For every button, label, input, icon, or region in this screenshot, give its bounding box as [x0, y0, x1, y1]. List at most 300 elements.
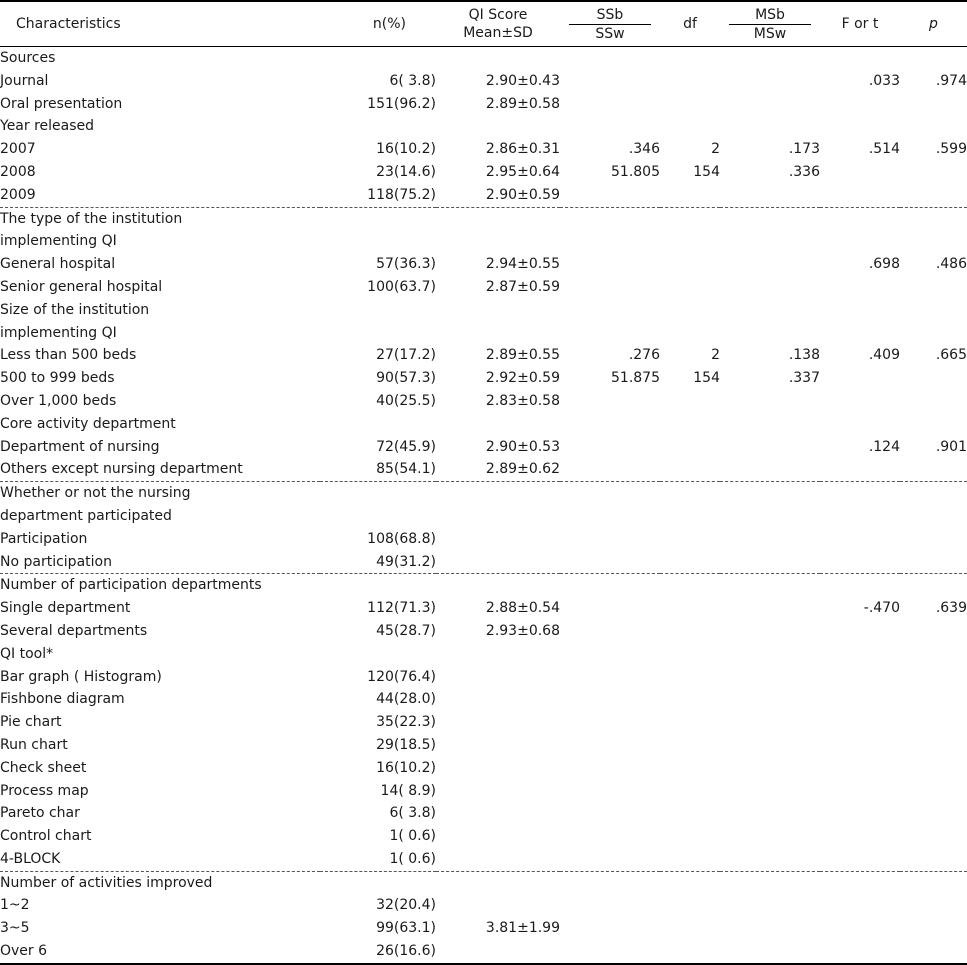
row-mean-sd: [436, 207, 560, 230]
header-ss: [560, 1, 660, 47]
row-df: [660, 93, 720, 116]
row-p: [900, 299, 967, 322]
row-mean-sd: [436, 825, 560, 848]
row-ss: [560, 93, 660, 116]
row-n-pct: [320, 47, 436, 70]
row-ms: [720, 93, 820, 116]
row-label: Process map: [0, 782, 89, 799]
row-label: 2008: [0, 163, 36, 180]
table-row: [0, 322, 967, 345]
row-mean-sd: [436, 482, 560, 505]
row-p: .599: [935, 141, 967, 158]
row-n-pct: 108(68.8): [367, 530, 436, 547]
header-qi-score: [436, 1, 560, 47]
row-ss: [560, 505, 660, 528]
header-f-or-t: F or t: [820, 1, 900, 47]
row-ms: [720, 688, 820, 711]
row-f-or-t: [820, 643, 900, 666]
table-row: [0, 93, 967, 116]
row-f-or-t: [820, 894, 900, 917]
row-f-or-t: [820, 299, 900, 322]
header-qi-score-label: QI Score: [468, 7, 528, 23]
table-row: [0, 940, 967, 964]
row-f-or-t: [820, 93, 900, 116]
row-ms: [720, 505, 820, 528]
row-ms: [720, 528, 820, 551]
row-ms: [720, 413, 820, 436]
row-df: [660, 551, 720, 574]
row-label: implementing QI: [0, 233, 117, 250]
row-df: [660, 207, 720, 230]
row-f-or-t: [820, 161, 900, 184]
row-mean-sd: 2.90±0.59: [485, 186, 560, 203]
header-n-pct: [320, 1, 436, 47]
row-n-pct: 1( 0.6): [389, 850, 436, 867]
row-f-or-t: [820, 802, 900, 825]
row-label: Fishbone diagram: [0, 691, 125, 708]
row-ss: [560, 115, 660, 138]
row-ss: [560, 734, 660, 757]
row-p: [900, 940, 967, 964]
row-mean-sd: [436, 528, 560, 551]
row-label: Senior general hospital: [0, 278, 163, 295]
table-row: [0, 344, 967, 367]
table-row: [0, 161, 967, 184]
row-label: 2009: [0, 186, 36, 203]
row-label: Control chart: [0, 828, 92, 845]
row-mean-sd: 2.94±0.55: [485, 256, 560, 273]
row-mean-sd: [436, 688, 560, 711]
table-row: [0, 253, 967, 276]
row-ss: [560, 848, 660, 871]
row-label: Journal: [0, 72, 49, 89]
row-label: No participation: [0, 553, 112, 570]
row-p: .665: [935, 347, 967, 364]
table-row: [0, 482, 967, 505]
row-df: [660, 711, 720, 734]
row-df: [660, 574, 720, 597]
row-df: [660, 734, 720, 757]
row-df: [660, 643, 720, 666]
row-f-or-t: [820, 115, 900, 138]
row-label: Over 1,000 beds: [0, 392, 117, 409]
row-label: Several departments: [0, 622, 148, 639]
row-ss: [560, 207, 660, 230]
row-n-pct: 35(22.3): [376, 714, 436, 731]
row-n-pct: 32(20.4): [376, 897, 436, 914]
row-f-or-t: [820, 47, 900, 70]
header-msb-label: MSb: [729, 6, 811, 25]
table-row: [0, 757, 967, 780]
row-f-or-t: [820, 505, 900, 528]
row-ss: [560, 413, 660, 436]
row-n-pct: [320, 871, 436, 894]
row-label: Check sheet: [0, 759, 87, 776]
row-label: Year released: [0, 118, 95, 135]
row-p: [900, 230, 967, 253]
row-f-or-t: [820, 551, 900, 574]
row-mean-sd: [436, 299, 560, 322]
row-ss: [560, 230, 660, 253]
row-mean-sd: [436, 574, 560, 597]
row-f-or-t: -.470: [863, 600, 900, 617]
row-ss: [560, 871, 660, 894]
table-row: [0, 551, 967, 574]
row-ss: [560, 551, 660, 574]
row-p: [900, 780, 967, 803]
row-f-or-t: [820, 871, 900, 894]
header-ms: [720, 1, 820, 47]
row-mean-sd: [436, 734, 560, 757]
row-ms: [720, 825, 820, 848]
table-row: [0, 230, 967, 253]
row-label: Whether or not the nursing: [0, 482, 320, 505]
table-row: [0, 597, 967, 620]
row-n-pct: [320, 643, 436, 666]
table-row: [0, 458, 967, 481]
row-f-or-t: [820, 482, 900, 505]
row-mean-sd: [436, 780, 560, 803]
table-row: [0, 47, 967, 70]
row-ss: [560, 711, 660, 734]
row-ss: 51.805: [611, 163, 660, 180]
row-n-pct: 6( 3.8): [389, 72, 436, 89]
row-n-pct: 26(16.6): [320, 940, 436, 964]
row-df: [660, 894, 720, 917]
row-label: The type of the institution: [0, 207, 320, 230]
row-ms: [720, 597, 820, 620]
header-mean-sd-label: Mean±SD: [463, 25, 533, 41]
row-mean-sd: [436, 848, 560, 871]
row-label: 4-BLOCK: [0, 850, 61, 867]
row-n-pct: [320, 322, 436, 345]
row-f-or-t: [820, 711, 900, 734]
row-f-or-t: [820, 276, 900, 299]
row-p: [900, 734, 967, 757]
row-ss: [560, 322, 660, 345]
row-p: [900, 482, 967, 505]
row-df: [660, 458, 720, 481]
row-df: [660, 757, 720, 780]
table-row: [0, 70, 967, 93]
row-n-pct: [320, 482, 436, 505]
row-ms: [720, 458, 820, 481]
row-label: Pareto char: [0, 805, 80, 822]
row-ms: [720, 940, 820, 964]
row-df: [660, 940, 720, 964]
table-row: [0, 871, 967, 894]
row-f-or-t: .124: [868, 438, 900, 455]
row-mean-sd: 2.87±0.59: [485, 278, 560, 295]
row-df: [660, 436, 720, 459]
row-label: implementing QI: [0, 324, 117, 341]
row-label: General hospital: [0, 256, 116, 273]
row-n-pct: 45(28.7): [376, 622, 436, 639]
row-p: [900, 666, 967, 689]
row-p: [900, 458, 967, 481]
row-n-pct: 14( 8.9): [380, 782, 436, 799]
row-p: [900, 643, 967, 666]
row-ss: [560, 458, 660, 481]
row-n-pct: [320, 207, 436, 230]
row-f-or-t: [820, 230, 900, 253]
table-body: [0, 47, 967, 964]
row-mean-sd: [436, 666, 560, 689]
row-ms: [720, 322, 820, 345]
row-ms: [720, 390, 820, 413]
row-df: 2: [711, 141, 720, 158]
row-df: [660, 115, 720, 138]
row-ms: .336: [788, 163, 820, 180]
row-label: 500 to 999 beds: [0, 370, 115, 387]
header-ssb-label: SSb: [569, 6, 651, 25]
row-label: Number of activities improved: [0, 871, 320, 894]
row-n-pct: 23(14.6): [376, 163, 436, 180]
row-p: [900, 322, 967, 345]
row-ss: [560, 436, 660, 459]
row-f-or-t: [820, 825, 900, 848]
row-mean-sd: 3.81±1.99: [485, 920, 560, 937]
row-n-pct: [320, 230, 436, 253]
row-ss: [560, 825, 660, 848]
row-n-pct: 72(45.9): [376, 438, 436, 455]
row-ss: [560, 528, 660, 551]
row-mean-sd: 2.93±0.68: [485, 622, 560, 639]
row-ms: [720, 299, 820, 322]
row-f-or-t: [820, 780, 900, 803]
row-df: [660, 322, 720, 345]
row-p: [900, 184, 967, 207]
row-ss: [560, 299, 660, 322]
row-ss: [560, 620, 660, 643]
row-ss: [560, 253, 660, 276]
row-label: Single department: [0, 600, 131, 617]
header-df: df: [660, 1, 720, 47]
row-p: [900, 688, 967, 711]
row-f-or-t: [820, 666, 900, 689]
row-df: [660, 528, 720, 551]
row-p: [900, 802, 967, 825]
header-characteristics: Characteristics: [0, 1, 320, 47]
row-mean-sd: [436, 802, 560, 825]
row-df: [660, 70, 720, 93]
row-ms: .173: [788, 141, 820, 158]
table-row: [0, 711, 967, 734]
row-df: [660, 413, 720, 436]
row-mean-sd: [436, 711, 560, 734]
row-mean-sd: 2.90±0.53: [485, 438, 560, 455]
row-n-pct: [320, 115, 436, 138]
table-row: [0, 276, 967, 299]
row-mean-sd: [436, 940, 560, 964]
row-ms: [720, 482, 820, 505]
row-ss: [560, 917, 660, 940]
row-ss: [560, 390, 660, 413]
row-ms: [720, 276, 820, 299]
row-ms: [720, 551, 820, 574]
row-p: [900, 620, 967, 643]
table-row: [0, 138, 967, 161]
row-mean-sd: [436, 757, 560, 780]
row-f-or-t: [820, 322, 900, 345]
row-mean-sd: 2.86±0.31: [485, 141, 560, 158]
row-n-pct: 99(63.1): [376, 920, 436, 937]
row-ms: [720, 70, 820, 93]
row-p: [900, 871, 967, 894]
table-row: [0, 436, 967, 459]
row-n-pct: 100(63.7): [367, 278, 436, 295]
row-ms: [720, 207, 820, 230]
row-ss: [560, 894, 660, 917]
row-ms: [720, 47, 820, 70]
table-row: [0, 825, 967, 848]
row-label: Oral presentation: [0, 95, 123, 112]
row-p: .639: [935, 600, 967, 617]
row-ms: [720, 574, 820, 597]
row-ms: [720, 253, 820, 276]
row-f-or-t: [820, 207, 900, 230]
row-ss: [560, 688, 660, 711]
row-label: Bar graph ( Histogram): [0, 668, 162, 685]
row-label: Sources: [0, 50, 56, 66]
row-n-pct: 27(17.2): [376, 347, 436, 364]
row-label: Department of nursing: [0, 438, 160, 455]
row-df: [660, 299, 720, 322]
row-df: [660, 47, 720, 70]
row-df: [660, 597, 720, 620]
table-row: [0, 780, 967, 803]
table-row: [0, 620, 967, 643]
table-row: [0, 894, 967, 917]
row-f-or-t: [820, 184, 900, 207]
row-p: [900, 528, 967, 551]
header-p: p: [900, 1, 967, 47]
row-f-or-t: [820, 574, 900, 597]
row-f-or-t: [820, 848, 900, 871]
row-ss: [560, 597, 660, 620]
row-f-or-t: [820, 528, 900, 551]
row-ms: [720, 848, 820, 871]
table-row: [0, 299, 967, 322]
row-mean-sd: [436, 643, 560, 666]
table-row: [0, 666, 967, 689]
row-df: 154: [693, 163, 720, 180]
row-label: Less than 500 beds: [0, 347, 137, 364]
row-label: Number of participation departments: [0, 574, 320, 597]
row-f-or-t: [820, 458, 900, 481]
row-n-pct: 16(10.2): [376, 141, 436, 158]
row-label: 3~5: [0, 920, 30, 937]
row-df: [660, 917, 720, 940]
row-p: [900, 505, 967, 528]
row-p: [900, 917, 967, 940]
row-ms: [720, 666, 820, 689]
row-mean-sd: 2.95±0.64: [485, 163, 560, 180]
row-n-pct: [320, 299, 436, 322]
table-row: [0, 643, 967, 666]
row-n-pct: [320, 574, 436, 597]
row-ss: .346: [628, 141, 660, 158]
row-label: Over 6: [0, 940, 320, 964]
row-p: [900, 574, 967, 597]
row-df: [660, 505, 720, 528]
row-ss: 51.875: [611, 370, 660, 387]
row-df: [660, 688, 720, 711]
row-df: [660, 871, 720, 894]
row-ss: [560, 70, 660, 93]
row-n-pct: 49(31.2): [376, 553, 436, 570]
row-df: 2: [711, 347, 720, 364]
row-ms: [720, 436, 820, 459]
row-df: [660, 666, 720, 689]
header-row: [0, 1, 967, 47]
row-mean-sd: [436, 322, 560, 345]
row-p: .974: [935, 72, 967, 89]
row-mean-sd: [436, 871, 560, 894]
row-ms: [720, 184, 820, 207]
row-f-or-t: [820, 917, 900, 940]
row-ms: [720, 230, 820, 253]
table-row: [0, 734, 967, 757]
row-ms: [720, 894, 820, 917]
row-label: 2007: [0, 141, 36, 158]
row-ss: .276: [628, 347, 660, 364]
table-row: [0, 688, 967, 711]
row-label: Pie chart: [0, 714, 62, 731]
row-mean-sd: [436, 47, 560, 70]
row-ss: [560, 780, 660, 803]
header-msw-label: MSw: [753, 25, 787, 42]
row-mean-sd: 2.92±0.59: [485, 370, 560, 387]
row-df: 154: [693, 370, 720, 387]
row-f-or-t: [820, 757, 900, 780]
row-ms: [720, 115, 820, 138]
row-n-pct: 44(28.0): [376, 691, 436, 708]
table-row: [0, 574, 967, 597]
row-n-pct: 57(36.3): [376, 256, 436, 273]
row-ss: [560, 482, 660, 505]
row-f-or-t: [820, 620, 900, 643]
row-p: [900, 47, 967, 70]
row-ss: [560, 802, 660, 825]
row-ms: .138: [788, 347, 820, 364]
table-row: [0, 367, 967, 390]
row-n-pct: 118(75.2): [367, 186, 436, 203]
row-p: [900, 848, 967, 871]
row-df: [660, 825, 720, 848]
row-n-pct: 16(10.2): [376, 759, 436, 776]
table-row: [0, 505, 967, 528]
row-n-pct: [320, 413, 436, 436]
row-mean-sd: 2.83±0.58: [485, 392, 560, 409]
table-row: [0, 528, 967, 551]
row-n-pct: 120(76.4): [367, 668, 436, 685]
row-n-pct: 6( 3.8): [389, 805, 436, 822]
row-n-pct: 90(57.3): [376, 370, 436, 387]
row-f-or-t: [820, 367, 900, 390]
row-p: [900, 551, 967, 574]
row-f-or-t: .033: [868, 72, 900, 89]
row-mean-sd: [436, 505, 560, 528]
row-p: [900, 161, 967, 184]
row-p: [900, 93, 967, 116]
row-p: [900, 413, 967, 436]
row-f-or-t: [820, 940, 900, 964]
row-n-pct: 29(18.5): [376, 736, 436, 753]
row-ms: [720, 757, 820, 780]
row-df: [660, 184, 720, 207]
header-ssw-label: SSw: [595, 25, 625, 42]
